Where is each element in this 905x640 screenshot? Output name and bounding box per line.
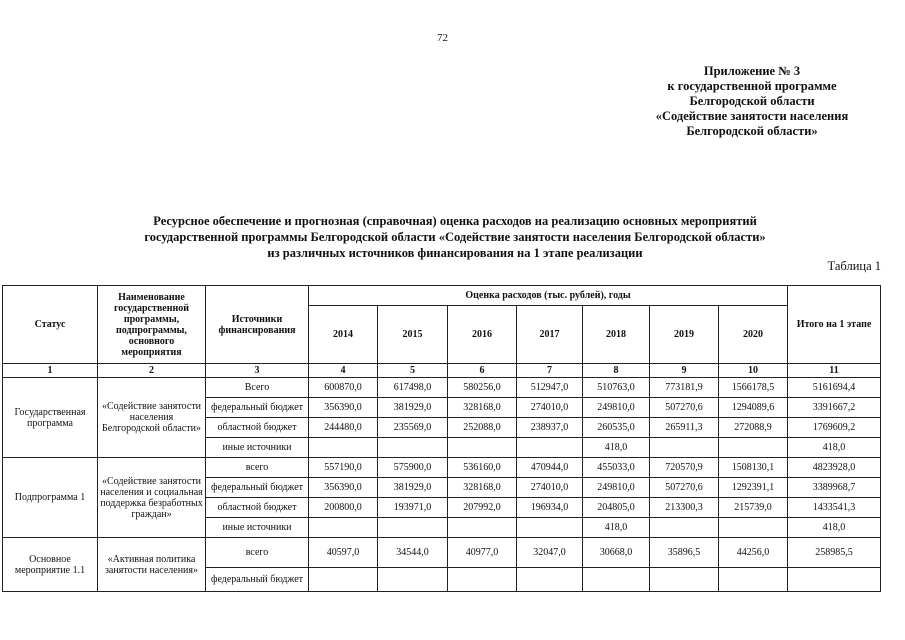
value-cell: 356390,0 bbox=[309, 478, 378, 498]
value-cell: 418,0 bbox=[583, 518, 650, 538]
status-cell: Государственная программа bbox=[3, 378, 98, 458]
page-number: 72 bbox=[437, 32, 448, 44]
value-cell: 204805,0 bbox=[583, 498, 650, 518]
value-cell: 510763,0 bbox=[583, 378, 650, 398]
value-cell: 44256,0 bbox=[719, 538, 788, 568]
value-cell: 32047,0 bbox=[517, 538, 583, 568]
value-cell: 40977,0 bbox=[448, 538, 517, 568]
source-cell: иные источники bbox=[206, 518, 309, 538]
header-year: 2018 bbox=[583, 306, 650, 364]
header-year: 2014 bbox=[309, 306, 378, 364]
value-cell: 418,0 bbox=[583, 438, 650, 458]
value-cell: 235569,0 bbox=[378, 418, 448, 438]
total-cell: 3391667,2 bbox=[788, 398, 881, 418]
total-cell: 4823928,0 bbox=[788, 458, 881, 478]
title-line: Ресурсное обеспечение и прогнозная (справочная) оценка расходов на реализацию основных мероприятий bbox=[153, 214, 757, 228]
value-cell bbox=[309, 518, 378, 538]
value-cell bbox=[448, 518, 517, 538]
value-cell bbox=[650, 438, 719, 458]
column-number: 2 bbox=[98, 364, 206, 378]
column-number: 4 bbox=[309, 364, 378, 378]
value-cell: 356390,0 bbox=[309, 398, 378, 418]
column-number: 10 bbox=[719, 364, 788, 378]
expenses-table bbox=[2, 285, 881, 592]
column-number: 8 bbox=[583, 364, 650, 378]
total-cell: 1769609,2 bbox=[788, 418, 881, 438]
value-cell: 238937,0 bbox=[517, 418, 583, 438]
value-cell: 252088,0 bbox=[448, 418, 517, 438]
value-cell: 200800,0 bbox=[309, 498, 378, 518]
value-cell: 35896,5 bbox=[650, 538, 719, 568]
total-cell: 5161694,4 bbox=[788, 378, 881, 398]
value-cell: 193971,0 bbox=[378, 498, 448, 518]
value-cell: 244480,0 bbox=[309, 418, 378, 438]
total-cell: 418,0 bbox=[788, 518, 881, 538]
value-cell bbox=[378, 518, 448, 538]
total-cell: 1433541,3 bbox=[788, 498, 881, 518]
value-cell bbox=[583, 568, 650, 592]
column-number: 5 bbox=[378, 364, 448, 378]
value-cell: 274010,0 bbox=[517, 478, 583, 498]
program-name-cell: «Содействие занятости населения Белгородской области» bbox=[98, 378, 206, 458]
value-cell: 215739,0 bbox=[719, 498, 788, 518]
source-cell: областной бюджет bbox=[206, 418, 309, 438]
value-cell bbox=[309, 438, 378, 458]
document-title bbox=[100, 213, 810, 261]
value-cell bbox=[378, 568, 448, 592]
column-numbers-row bbox=[3, 364, 881, 378]
total-cell: 418,0 bbox=[788, 438, 881, 458]
value-cell: 328168,0 bbox=[448, 398, 517, 418]
header-estimate: Оценка расходов (тыс. рублей), годы bbox=[309, 286, 788, 306]
appendix-line: Белгородской области» bbox=[686, 124, 818, 138]
program-name-cell: «Содействие занятости населения и социальная поддержка безработных граждан» bbox=[98, 458, 206, 538]
value-cell: 600870,0 bbox=[309, 378, 378, 398]
column-number: 3 bbox=[206, 364, 309, 378]
value-cell: 1292391,1 bbox=[719, 478, 788, 498]
value-cell: 30668,0 bbox=[583, 538, 650, 568]
appendix-header bbox=[622, 64, 882, 139]
status-cell: Подпрограмма 1 bbox=[3, 458, 98, 538]
value-cell bbox=[650, 568, 719, 592]
value-cell bbox=[719, 518, 788, 538]
value-cell bbox=[719, 568, 788, 592]
value-cell: 34544,0 bbox=[378, 538, 448, 568]
value-cell: 455033,0 bbox=[583, 458, 650, 478]
value-cell: 1294089,6 bbox=[719, 398, 788, 418]
appendix-line: к государственной программе bbox=[667, 79, 837, 93]
value-cell bbox=[517, 568, 583, 592]
value-cell: 1566178,5 bbox=[719, 378, 788, 398]
source-cell: областной бюджет bbox=[206, 498, 309, 518]
value-cell: 381929,0 bbox=[378, 398, 448, 418]
source-cell: всего bbox=[206, 458, 309, 478]
header-year: 2020 bbox=[719, 306, 788, 364]
program-name-cell: «Активная политика занятости населения» bbox=[98, 538, 206, 592]
column-number: 7 bbox=[517, 364, 583, 378]
value-cell: 557190,0 bbox=[309, 458, 378, 478]
source-cell: федеральный бюджет bbox=[206, 398, 309, 418]
header-year: 2015 bbox=[378, 306, 448, 364]
header-year: 2017 bbox=[517, 306, 583, 364]
header-program: Наименование государственной программы, подпрограммы, основного мероприятия bbox=[98, 286, 206, 364]
value-cell: 617498,0 bbox=[378, 378, 448, 398]
value-cell bbox=[517, 518, 583, 538]
value-cell: 470944,0 bbox=[517, 458, 583, 478]
total-cell bbox=[788, 568, 881, 592]
appendix-line: Белгородской области bbox=[689, 94, 815, 108]
value-cell: 213300,3 bbox=[650, 498, 719, 518]
value-cell: 328168,0 bbox=[448, 478, 517, 498]
total-cell: 3389968,7 bbox=[788, 478, 881, 498]
column-number: 6 bbox=[448, 364, 517, 378]
value-cell: 536160,0 bbox=[448, 458, 517, 478]
value-cell bbox=[378, 438, 448, 458]
source-cell: Всего bbox=[206, 378, 309, 398]
value-cell: 272088,9 bbox=[719, 418, 788, 438]
title-line: государственной программы Белгородской области «Содействие занятости населения Белгородской области» bbox=[144, 230, 766, 244]
header-year: 2019 bbox=[650, 306, 719, 364]
value-cell: 580256,0 bbox=[448, 378, 517, 398]
source-cell: федеральный бюджет bbox=[206, 568, 309, 592]
value-cell: 512947,0 bbox=[517, 378, 583, 398]
value-cell: 381929,0 bbox=[378, 478, 448, 498]
header-total: Итого на 1 этапе bbox=[788, 286, 881, 364]
value-cell bbox=[448, 568, 517, 592]
value-cell: 773181,9 bbox=[650, 378, 719, 398]
column-number: 1 bbox=[3, 364, 98, 378]
status-cell: Основное мероприятие 1.1 bbox=[3, 538, 98, 592]
value-cell: 260535,0 bbox=[583, 418, 650, 438]
value-cell: 507270,6 bbox=[650, 398, 719, 418]
total-cell: 258985,5 bbox=[788, 538, 881, 568]
header-sources: Источники финансирования bbox=[206, 286, 309, 364]
appendix-line: «Содействие занятости населения bbox=[655, 109, 849, 123]
table-label: Таблица 1 bbox=[827, 259, 881, 273]
column-number: 11 bbox=[788, 364, 881, 378]
value-cell: 249810,0 bbox=[583, 398, 650, 418]
value-cell: 720570,9 bbox=[650, 458, 719, 478]
value-cell bbox=[448, 438, 517, 458]
value-cell: 207992,0 bbox=[448, 498, 517, 518]
value-cell bbox=[517, 438, 583, 458]
table-row bbox=[3, 538, 881, 568]
header-status: Статус bbox=[3, 286, 98, 364]
column-number: 9 bbox=[650, 364, 719, 378]
table-row bbox=[3, 458, 881, 478]
value-cell: 196934,0 bbox=[517, 498, 583, 518]
value-cell bbox=[719, 438, 788, 458]
header-year: 2016 bbox=[448, 306, 517, 364]
value-cell: 40597,0 bbox=[309, 538, 378, 568]
source-cell: федеральный бюджет bbox=[206, 478, 309, 498]
source-cell: иные источники bbox=[206, 438, 309, 458]
source-cell: всего bbox=[206, 538, 309, 568]
value-cell: 575900,0 bbox=[378, 458, 448, 478]
table-row bbox=[3, 378, 881, 398]
value-cell: 507270,6 bbox=[650, 478, 719, 498]
value-cell bbox=[309, 568, 378, 592]
title-line: из различных источников финансирования на 1 этапе реализации bbox=[267, 246, 643, 260]
value-cell bbox=[650, 518, 719, 538]
value-cell: 249810,0 bbox=[583, 478, 650, 498]
value-cell: 265911,3 bbox=[650, 418, 719, 438]
value-cell: 1508130,1 bbox=[719, 458, 788, 478]
value-cell: 274010,0 bbox=[517, 398, 583, 418]
appendix-line: Приложение № 3 bbox=[703, 64, 801, 78]
